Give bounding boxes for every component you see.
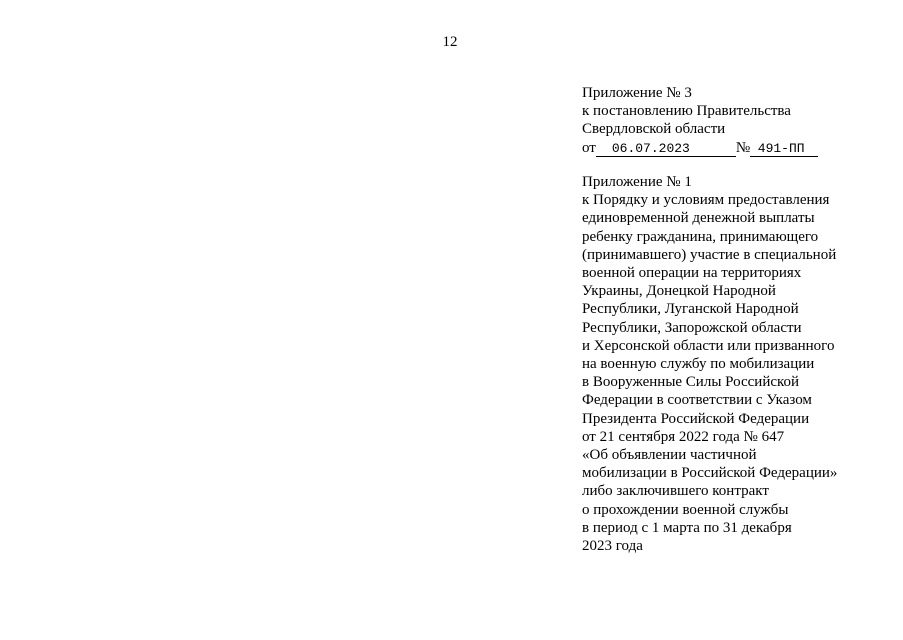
appendix-line: о прохождении военной службы — [582, 501, 789, 518]
appendix-line: к Порядку и условиям предоставления — [582, 192, 830, 209]
number-prefix: № — [735, 139, 751, 156]
page-number: 12 — [442, 34, 458, 50]
approval-line: Свердловской области — [582, 121, 726, 138]
appendix-title: Приложение № 1 — [582, 174, 692, 190]
appendix-line: либо заключившего контракт — [582, 483, 769, 500]
appendix-line: «Об объявлении частичной — [582, 447, 757, 464]
appendix-line: Республики, Запорожской области — [582, 319, 802, 336]
approval-block — [582, 84, 882, 157]
date-prefix: от — [582, 139, 596, 156]
appendix-line: единовременной денежной выплаты — [582, 210, 815, 227]
appendix-line: от 21 сентября 2022 года № 647 — [582, 428, 785, 445]
appendix-line: 2023 года — [582, 538, 643, 555]
appendix-line: мобилизации в Российской Федерации» — [582, 465, 838, 482]
approval-number-field: 491-ПП — [750, 141, 818, 157]
appendix-line: в период с 1 марта по 31 декабря — [582, 519, 792, 536]
appendix-line: Украины, Донецкой Народной — [582, 283, 776, 300]
approval-date-number-line — [582, 139, 882, 157]
appendix-line: военной операции на территориях — [582, 265, 802, 282]
approval-date-field: 06.07.2023 — [596, 141, 736, 157]
appendix-line: в Вооруженные Силы Российской — [582, 374, 800, 391]
appendix-line: Республики, Луганской Народной — [582, 301, 799, 318]
appendix-line: ребенку гражданина, принимающего — [582, 228, 819, 245]
appendix-line: (принимавшего) участие в специальной — [582, 246, 837, 263]
appendix-line: Федерации в соответствии с Указом — [582, 392, 812, 409]
appendix-block — [582, 173, 882, 555]
appendix-line: на военную службу по мобилизации — [582, 356, 815, 373]
approval-line: к постановлению Правительства — [582, 103, 791, 120]
appendix-line: Президента Российской Федерации — [582, 410, 810, 427]
approval-title: Приложение № 3 — [582, 85, 692, 101]
appendix-line: и Херсонской области или призванного — [582, 337, 835, 354]
